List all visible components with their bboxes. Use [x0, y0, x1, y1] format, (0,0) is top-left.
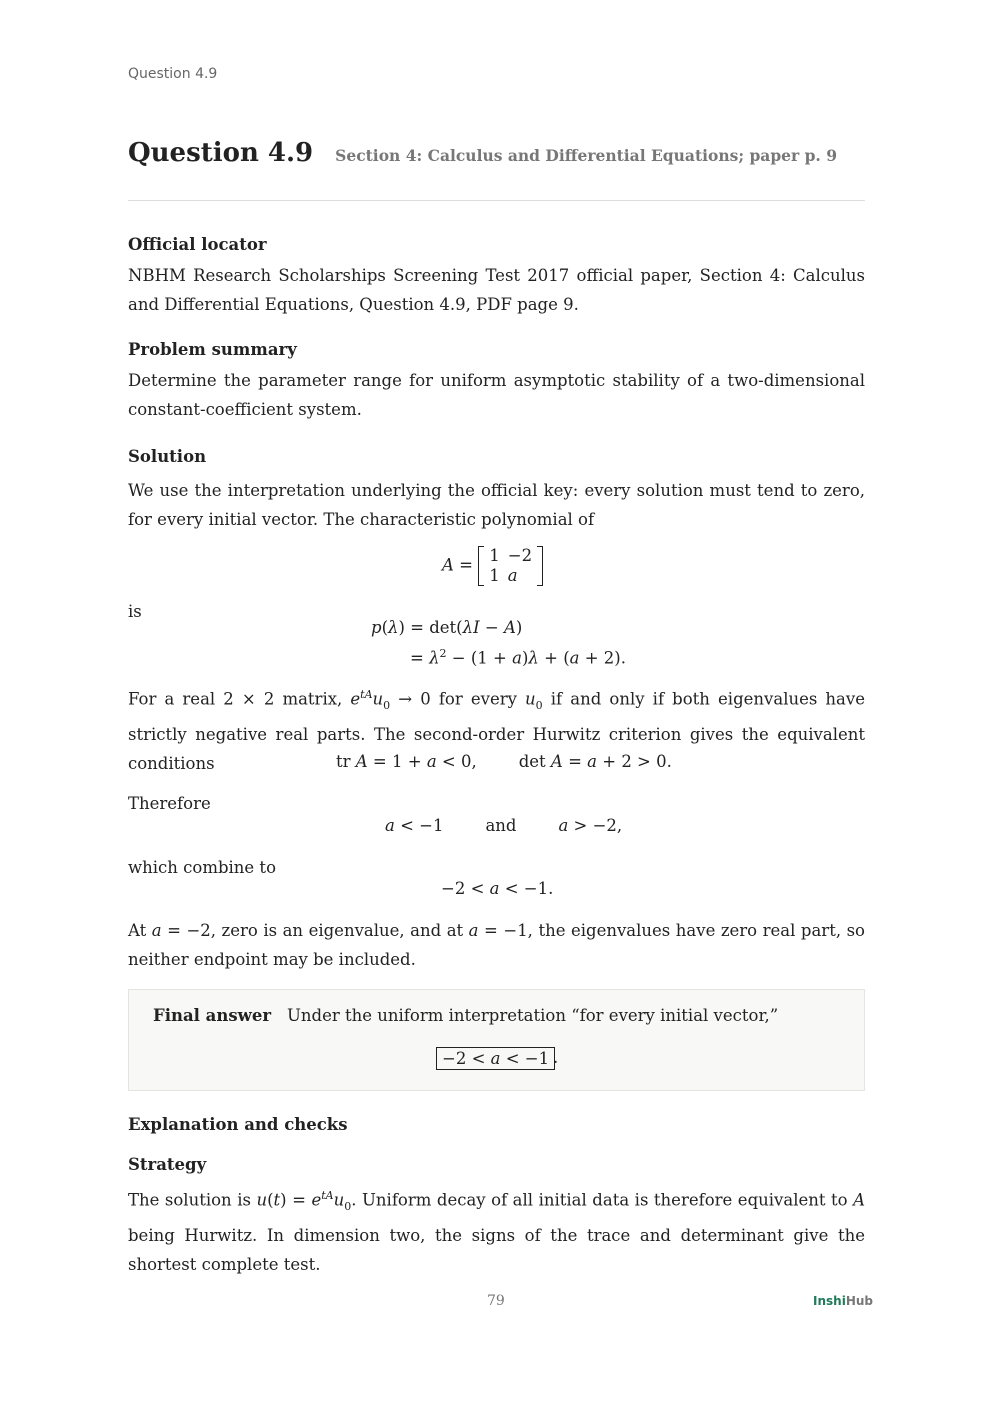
- boxed-answer: −2 < a < −1: [436, 1047, 555, 1070]
- combine-text: which combine to: [128, 858, 277, 877]
- char-poly-line2: = $\lambda^2 - (1 + a)\lambda + (a + 2)$.: [410, 647, 626, 668]
- therefore-word: Therefore: [128, 794, 211, 813]
- explanation-heading: Explanation and checks: [128, 1115, 348, 1134]
- section-subtitle: Section 4: Calculus and Differential Equations; paper p. 9: [335, 146, 838, 165]
- matrix-A: [478, 546, 543, 586]
- final-answer-box: [128, 989, 865, 1091]
- solution-intro: We use the interpretation underlying the official key: every solution must tend to zero, for every initial vector. The characteristic polynomial of: [128, 481, 865, 529]
- is-word: is: [128, 602, 142, 621]
- summary-text: Determine the parameter range for uniform asymptotic stability of a two-dimensional constant-coefficient system.: [128, 371, 865, 419]
- matrix-cell: −2: [507, 546, 533, 565]
- question-title: [128, 138, 837, 168]
- answer-period: .: [553, 1048, 559, 1067]
- matrix-cell: a: [507, 566, 518, 585]
- inequalities: a < −1 and a > −2,: [385, 816, 623, 835]
- final-answer-label: Final answer: [153, 1006, 272, 1025]
- matrix-cell: 1: [489, 546, 500, 565]
- char-poly-line1: p(λ) = det(λI − A): [371, 618, 523, 637]
- trace-det-conditions: tr A = 1 + a < 0, det A = a + 2 > 0.: [336, 752, 672, 771]
- strategy-heading: Strategy: [128, 1155, 207, 1174]
- title-divider: [128, 200, 865, 201]
- matrix-cell: 1: [489, 566, 500, 585]
- hurwitz-paragraph: For a real 2 × 2 matrix, $e^{tA}u_0 \to 0$ for every $u_0$ if and only if both eigenvalues have strictly negative real parts. The second-order Hurwitz criterion gives the equivalent conditions: [128, 688, 865, 773]
- summary-heading: Problem summary: [128, 340, 297, 359]
- running-header: Question 4.9: [128, 66, 218, 82]
- solution-heading: Solution: [128, 447, 207, 466]
- matrix-equation: A = 1 −2 1 a: [442, 546, 543, 586]
- endpoints-paragraph: At a = −2, zero is an eigenvalue, and at a = −1, the eigenvalues have zero real part, so neither endpoint may be included.: [128, 921, 865, 969]
- brand-logo: InshiHub: [813, 1294, 873, 1308]
- strategy-text: The solution is $u(t) = e^{tA}u_0$. Uniform decay of all initial data is therefore equivalent to A being Hurwitz. In dimension two, the signs of the trace and determinant give the shortest complete test.: [128, 1189, 865, 1274]
- page-number: 79: [487, 1293, 505, 1309]
- and-word: and: [485, 816, 517, 835]
- question-number: Question 4.9: [128, 138, 314, 168]
- combined-inequality: −2 < a < −1.: [441, 879, 554, 898]
- locator-heading: Official locator: [128, 235, 267, 254]
- locator-text: NBHM Research Scholarships Screening Test 2017 official paper, Section 4: Calculus and Differential Equations, Question 4.9, PDF page 9.: [128, 266, 865, 314]
- final-answer-text: Under the uniform interpretation “for every initial vector,”: [287, 1006, 779, 1025]
